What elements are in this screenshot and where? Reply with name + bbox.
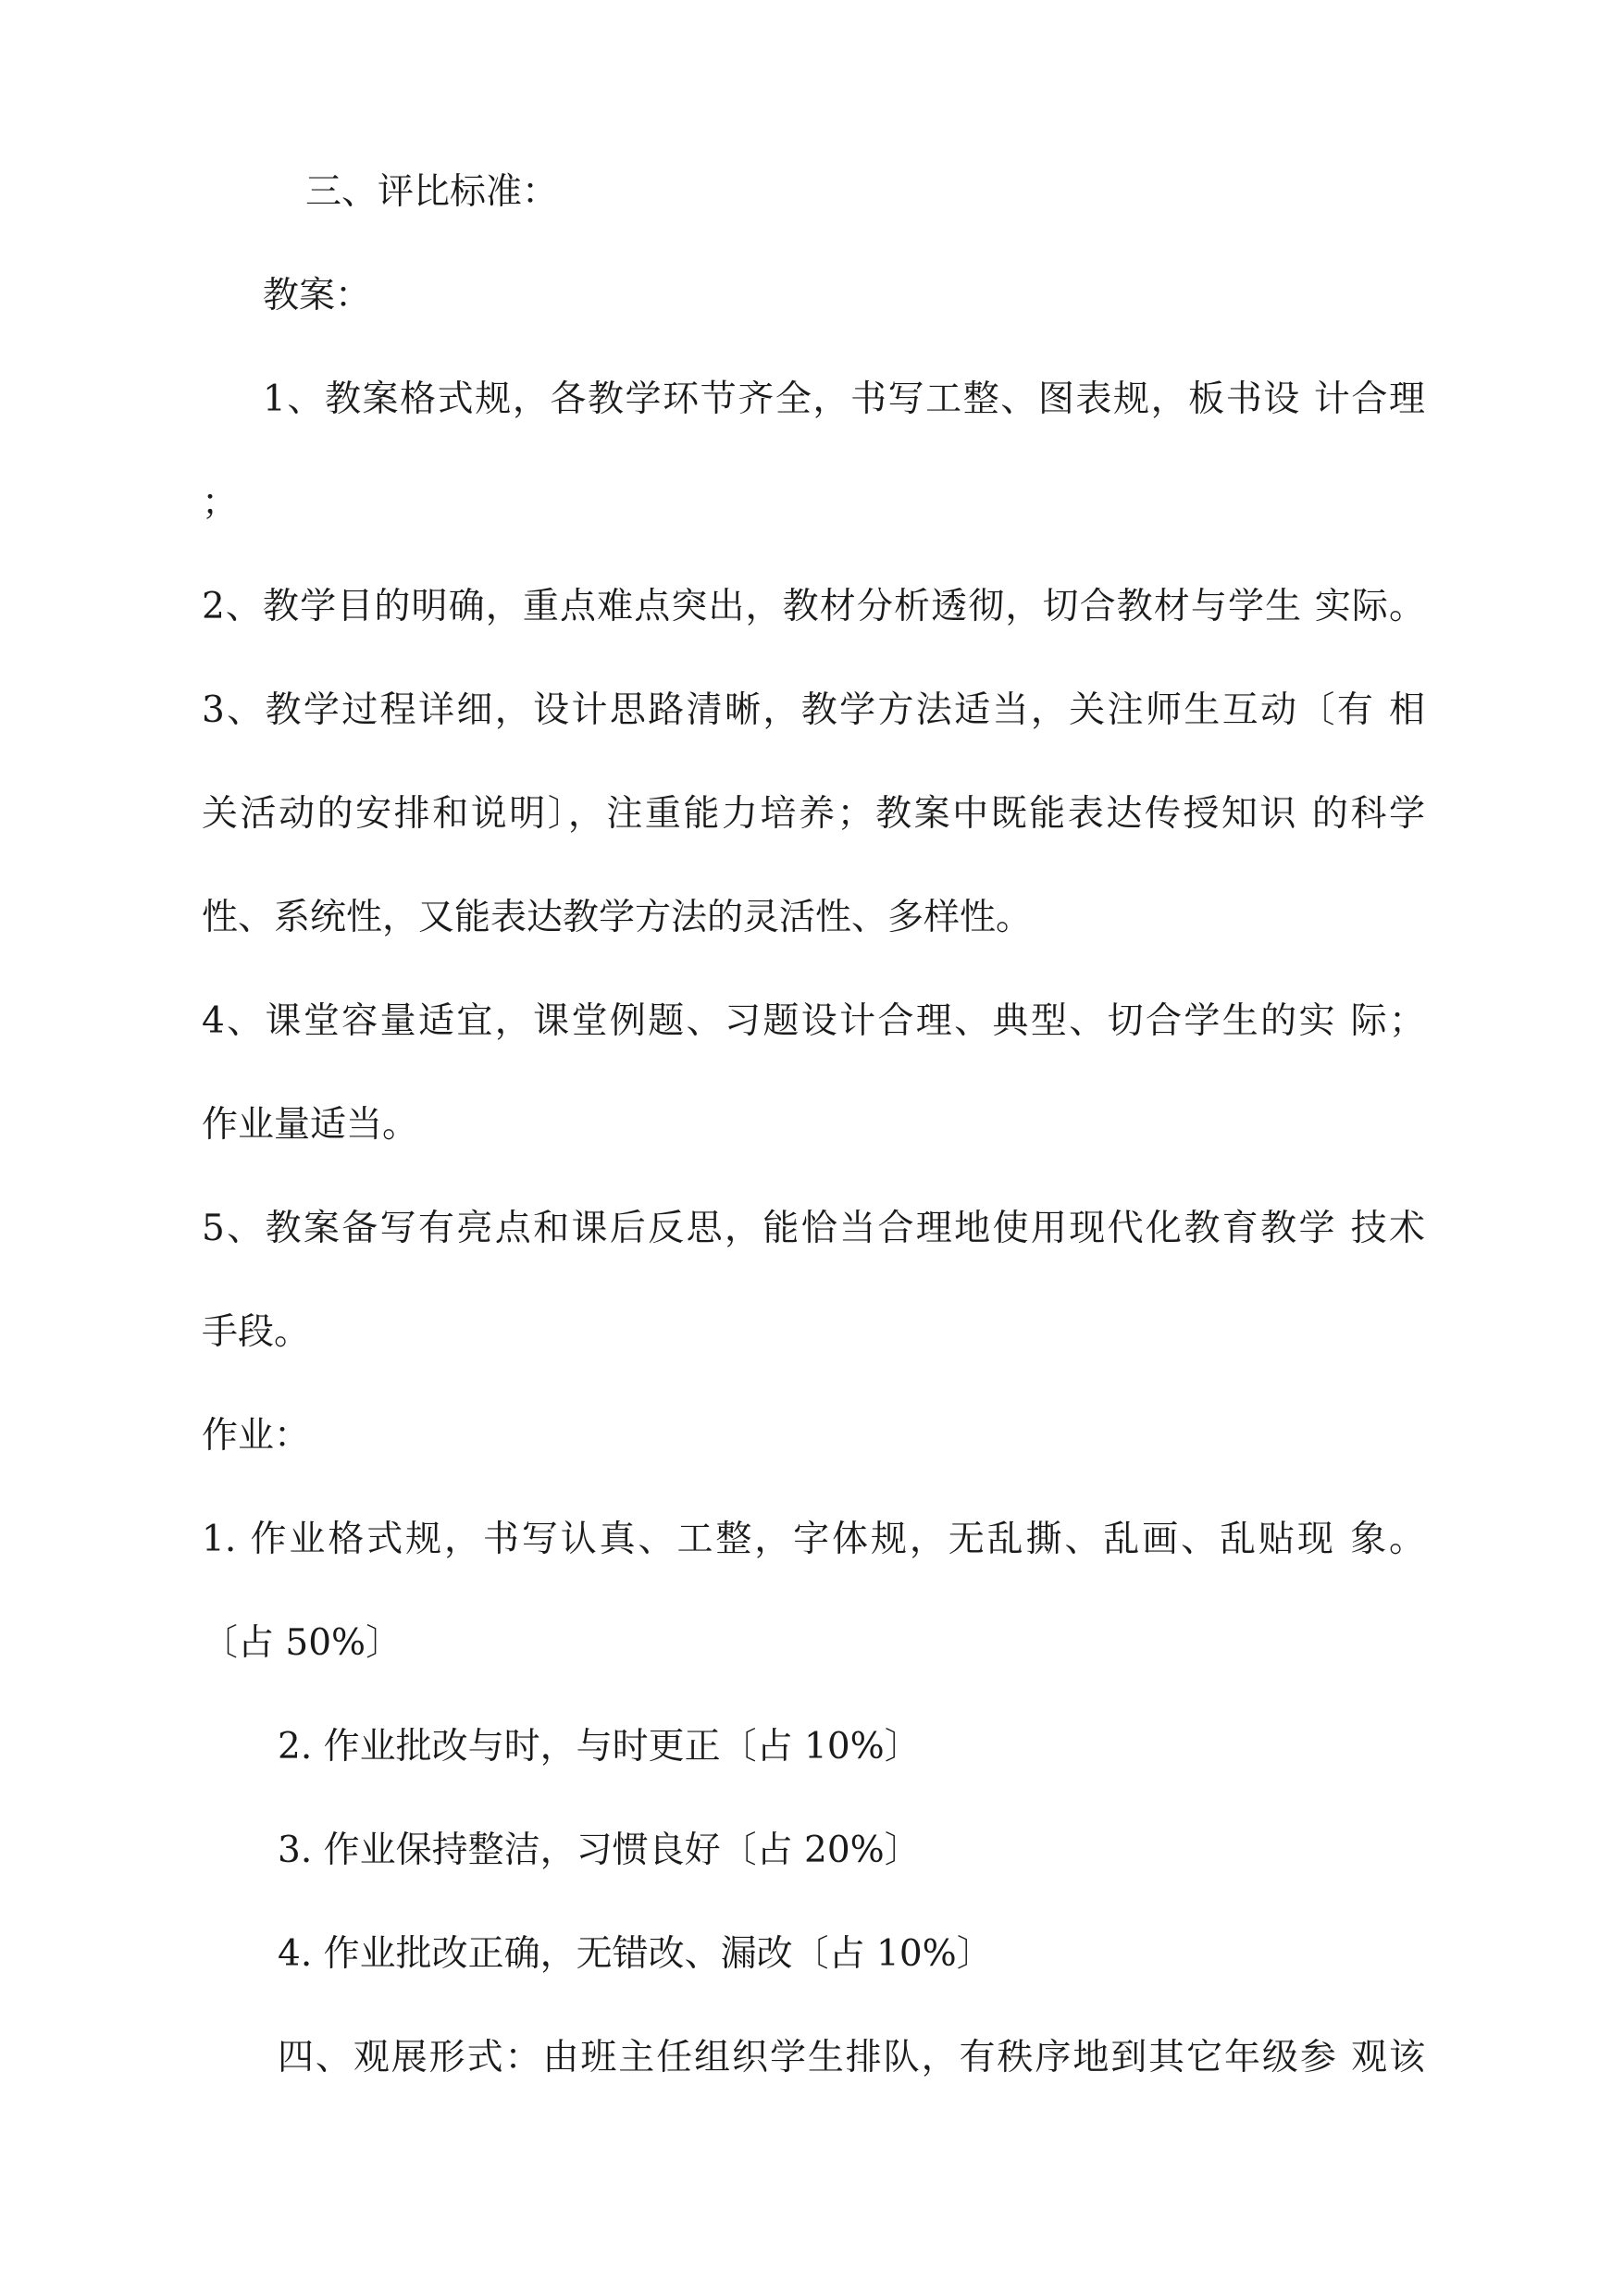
list-item: 4. 作业批改正确，无错改、漏改〔占 10%〕	[278, 1933, 993, 1975]
section-heading-exhibition: 四、观展形式：由班主任组织学生排队，有秩序地到其它年级参 观该	[278, 2037, 1425, 2078]
subheading-homework: 作业：	[202, 1415, 311, 1457]
paragraph-line: 关活动的安排和说明〕，注重能力培养；教案中既能表达传授知识 的科学	[202, 793, 1425, 835]
paragraph-line: 5、教案备写有亮点和课后反思，能恰当合理地使用现代化教育教学 技术	[202, 1208, 1425, 1249]
list-item: 2. 作业批改与时，与时更正〔占 10%〕	[278, 1726, 921, 1768]
paragraph-line: 作业量适当。	[202, 1104, 419, 1146]
paragraph-line: 1. 作业格式规，书写认真、工整，字体规，无乱撕、乱画、乱贴现 象。	[202, 1519, 1425, 1560]
list-item: 3. 作业保持整洁，习惯良好〔占 20%〕	[278, 1830, 921, 1871]
paragraph-line: 〔占 50%〕	[202, 1622, 403, 1664]
paragraph-line: 1、教案格式规，各教学环节齐全，书写工整、图表规，板书设 计合理	[263, 378, 1425, 420]
paragraph-line: 4、课堂容量适宜，课堂例题、习题设计合理、典型、切合学生的实 际；	[202, 1000, 1425, 1042]
section-heading-criteria: 三、评比标准：	[305, 171, 559, 213]
paragraph-line: 3、教学过程详细，设计思路清晰，教学方法适当，关注师生互动〔有 相	[202, 689, 1425, 731]
paragraph-line: 性、系统性，又能表达教学方法的灵活性、多样性。	[202, 897, 1033, 938]
subheading-lesson-plan: 教案：	[263, 275, 372, 316]
paragraph-line: ；	[202, 482, 239, 524]
paragraph-line: 手段。	[202, 1311, 311, 1353]
paragraph-line: 2、教学目的明确，重点难点突出，教材分析透彻，切合教材与学生 实际。	[202, 586, 1425, 627]
